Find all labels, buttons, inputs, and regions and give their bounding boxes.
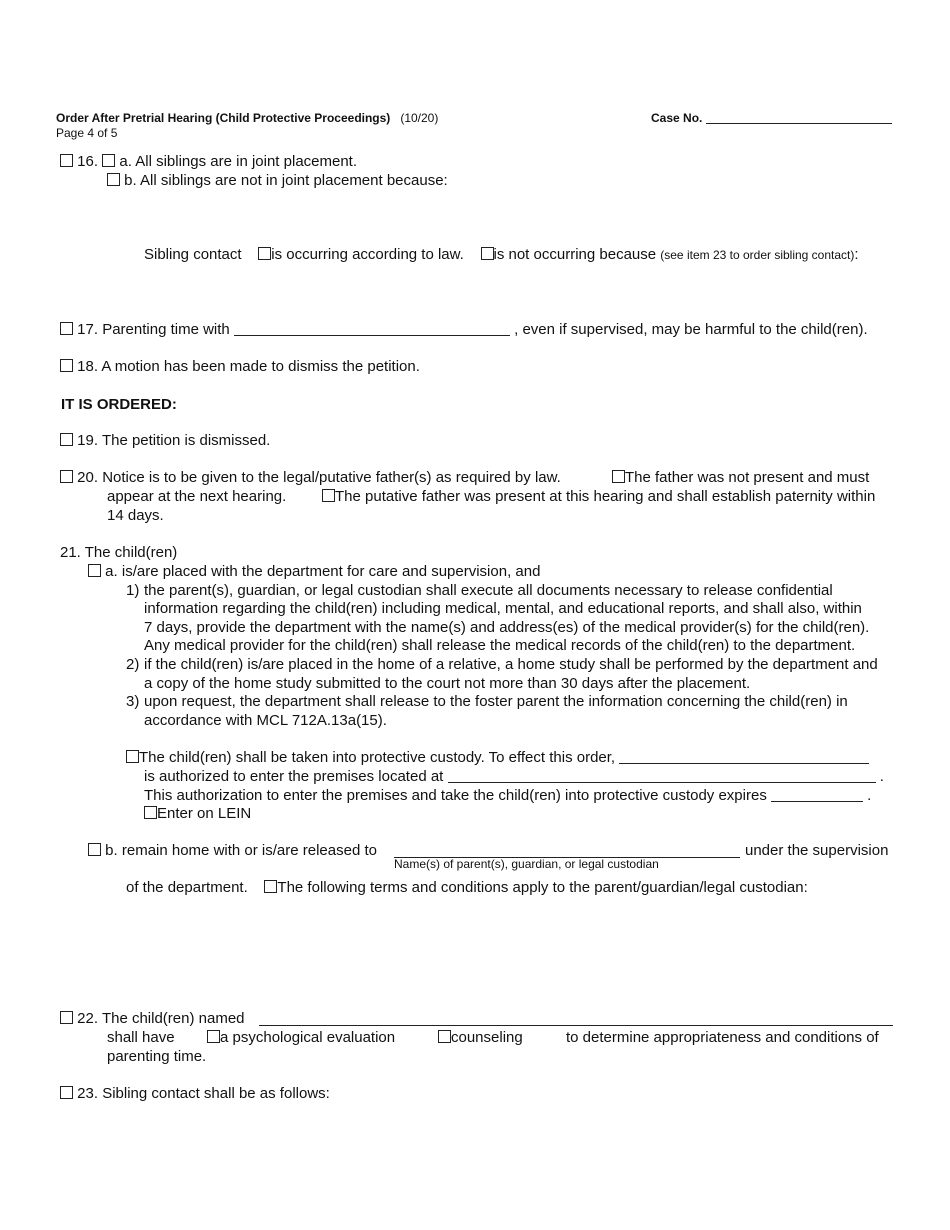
under-supervision-text: under the supervision — [745, 842, 889, 859]
premises-text: is authorized to enter the premises located at — [144, 768, 444, 785]
protective-custody-checkbox[interactable] — [126, 750, 139, 763]
lein-text: Enter on LEIN — [157, 805, 252, 822]
item-21a-checkbox[interactable] — [88, 564, 101, 577]
item-22-line3: parenting time. — [107, 1048, 207, 1065]
psych-eval-text: a psychological evaluation — [220, 1029, 396, 1046]
father-not-present-text: The father was not present and must — [625, 469, 870, 486]
item-19-number: 19. — [77, 432, 99, 449]
sub-1-line: the parent(s), guardian, or legal custodian shall execute all documents necessary to release confidential — [144, 582, 833, 599]
putative-father-present-text: The putative father was present at this hearing and shall establish paternity within — [335, 488, 876, 505]
item-22-text: The child(ren) named — [101, 1010, 245, 1027]
sibling-contact-label: Sibling contact — [144, 246, 242, 263]
psych-eval-option — [207, 1029, 395, 1047]
determine-text: to determine appropriateness and conditions of — [566, 1029, 879, 1046]
item-20-line1: Notice is to be given to the legal/putative father(s) as required by law. — [102, 469, 561, 486]
item-21a-letter: a. — [105, 563, 118, 580]
sibling-contact-not-occurring-text: is not occurring because — [493, 246, 657, 263]
item-23 — [60, 1085, 330, 1103]
sub-2-line: if the child(ren) is/are placed in the home of a relative, a home study shall be performed by the department and — [144, 656, 878, 673]
item-16 — [60, 153, 357, 171]
item-20 — [60, 469, 561, 487]
item-21a-text: is/are placed with the department for care and supervision, and — [121, 563, 541, 580]
ordered-heading: IT IS ORDERED: — [61, 396, 177, 413]
sub-1-line: Any medical provider for the child(ren) shall release the medical records of the child(ren) to the department. — [144, 637, 856, 654]
case-number-label: Case No. — [651, 111, 703, 125]
sub-3-line: upon request, the department shall release to the foster parent the information concerning the child(ren) in — [144, 693, 848, 710]
item-16-checkbox[interactable] — [60, 154, 73, 167]
counseling-checkbox[interactable] — [438, 1030, 451, 1043]
see-item-23-note: (see item 23 to order sibling contact) — [660, 248, 855, 262]
item-21b-text: remain home with or is/are released to — [121, 842, 377, 859]
premises-row — [144, 768, 884, 786]
sub-3-number: 3) — [126, 693, 140, 710]
item-16a-checkbox[interactable] — [102, 154, 115, 167]
expiration-date-field[interactable] — [771, 787, 863, 802]
sibling-contact-occurring-text: is occurring according to law. — [271, 246, 464, 263]
item-16b — [107, 172, 448, 190]
protective-custody-text: The child(ren) shall be taken into protective custody. To effect this order, — [139, 749, 616, 766]
form-version: (10/20) — [400, 111, 439, 125]
item-17 — [60, 321, 868, 339]
case-number — [651, 109, 892, 127]
item-20-line2 — [107, 488, 286, 506]
item-16b-checkbox[interactable] — [107, 173, 120, 186]
lein-row — [144, 805, 251, 823]
form-title: Order After Pretrial Hearing (Child Protective Proceedings) — [56, 111, 391, 125]
item-16b-letter: b. — [124, 172, 137, 189]
item-18 — [60, 358, 420, 376]
expires-text: This authorization to enter the premises and take the child(ren) into protective custody expires — [144, 787, 767, 804]
sibling-contact-occurring-checkbox[interactable] — [258, 247, 271, 260]
item-23-text: Sibling contact shall be as follows: — [102, 1085, 330, 1102]
period: . — [879, 768, 884, 785]
item-17-number: 17. — [77, 321, 99, 338]
item-22 — [60, 1010, 245, 1028]
parenting-time-with-field[interactable] — [234, 321, 510, 336]
item-16b-text: All siblings are not in joint placement because: — [140, 172, 448, 189]
sub-1-number: 1) — [126, 582, 140, 599]
item-21b-letter: b. — [105, 842, 118, 859]
item-21b — [88, 842, 377, 860]
item-20-number: 20. — [77, 469, 99, 486]
sibling-contact-not-occurring-checkbox[interactable] — [481, 247, 494, 260]
children-named-field[interactable] — [259, 1010, 893, 1026]
colon: : — [854, 246, 859, 263]
father-not-present — [612, 469, 869, 487]
protective-custody — [126, 749, 869, 767]
item-18-checkbox[interactable] — [60, 359, 73, 372]
putative-father-present-checkbox[interactable] — [322, 489, 335, 502]
item-17-text-post: , even if supervised, may be harmful to the child(ren). — [514, 321, 868, 338]
case-number-field[interactable] — [706, 113, 892, 124]
sub-1-line: information regarding the child(ren) including medical, mental, and educational reports, and shall also, within — [144, 600, 862, 617]
shall-have-text: shall have — [107, 1029, 175, 1046]
sub-2-number: 2) — [126, 656, 140, 673]
item-21b-checkbox[interactable] — [88, 843, 101, 856]
item-16a-letter: a. — [119, 153, 132, 170]
item-20-line3: 14 days. — [107, 507, 164, 524]
item-23-checkbox[interactable] — [60, 1086, 73, 1099]
item-23-number: 23. — [77, 1085, 99, 1102]
putative-father-present — [322, 488, 875, 506]
released-to-field[interactable] — [394, 842, 740, 858]
page-number: Page 4 of 5 — [56, 126, 118, 140]
premises-address-field[interactable] — [448, 768, 876, 783]
custody-authorized-party-field[interactable] — [619, 749, 869, 764]
sub-3-line: accordance with MCL 712A.13a(15). — [144, 712, 387, 729]
psych-eval-checkbox[interactable] — [207, 1030, 220, 1043]
item-17-text-pre: Parenting time with — [102, 321, 230, 338]
next-hearing-text: appear at the next hearing. — [107, 488, 287, 505]
item-21-heading: 21. The child(ren) — [60, 544, 178, 561]
item-21b-line2 — [126, 879, 808, 897]
item-18-text: A motion has been made to dismiss the petition. — [101, 358, 420, 375]
item-21a — [88, 563, 540, 581]
item-16a-text: All siblings are in joint placement. — [135, 153, 358, 170]
father-not-present-checkbox[interactable] — [612, 470, 625, 483]
released-to-caption: Name(s) of parent(s), guardian, or legal custodian — [394, 857, 659, 871]
item-22-checkbox[interactable] — [60, 1011, 73, 1024]
item-20-checkbox[interactable] — [60, 470, 73, 483]
lein-checkbox[interactable] — [144, 806, 157, 819]
item-16-number: 16. — [77, 153, 99, 170]
item-22-number: 22. — [77, 1010, 99, 1027]
sub-2-line: a copy of the home study submitted to the court not more than 30 days after the placement. — [144, 675, 751, 692]
item-19 — [60, 432, 270, 450]
item-17-checkbox[interactable] — [60, 322, 73, 335]
terms-conditions-checkbox[interactable] — [264, 880, 277, 893]
item-19-text: The petition is dismissed. — [101, 432, 271, 449]
counseling-option — [438, 1029, 523, 1047]
item-18-number: 18. — [77, 358, 99, 375]
counseling-text: counseling — [451, 1029, 523, 1046]
expires-row — [144, 787, 871, 805]
period: . — [867, 787, 872, 804]
sibling-contact-row — [144, 246, 859, 264]
sub-1-line: 7 days, provide the department with the name(s) and address(es) of the medical provider(s) for the child(ren). — [144, 619, 870, 636]
item-19-checkbox[interactable] — [60, 433, 73, 446]
of-department-text: of the department. — [126, 879, 248, 896]
terms-conditions-text: The following terms and conditions apply to the parent/guardian/legal custodian: — [277, 879, 808, 896]
